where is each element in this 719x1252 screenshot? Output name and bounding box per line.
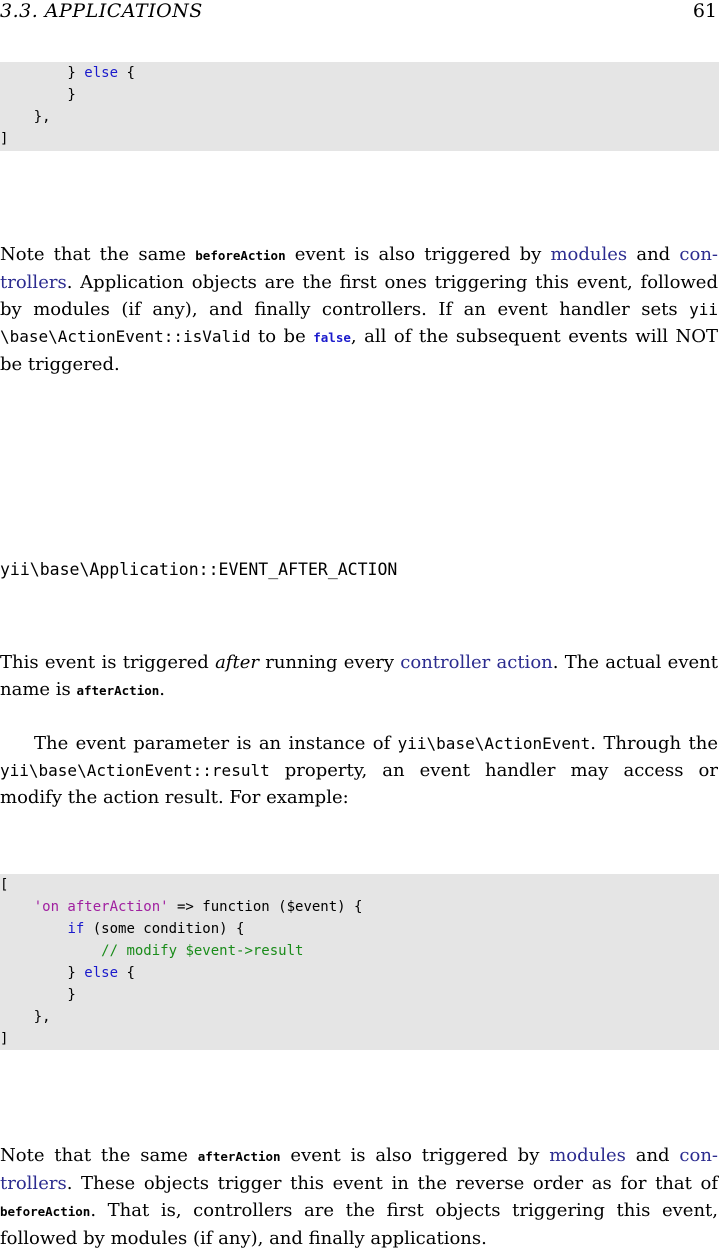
paragraph-before-action-note: Note that the same beforeAction event is also triggered by modules and con- trollers. Application objects are the first ones triggering this event, followed by modules (if any), and finally controllers. If an event handler sets yii \base\ActionEvent::isValid to be false, all of the subsequent events will NOT be triggered. bbox=[0, 244, 718, 375]
controllers-link[interactable]: con- trollers bbox=[0, 244, 718, 293]
page-number: 61 bbox=[692, 0, 717, 22]
controller-action-link[interactable]: controller action bbox=[400, 652, 553, 673]
modules-link[interactable]: modules bbox=[550, 244, 628, 265]
event-heading: yii\base\Application::EVENT_AFTER_ACTION bbox=[0, 560, 398, 579]
paragraph-after-action-intro: This event is triggered after running every controller action. The actual event name is afterAction. bbox=[0, 652, 718, 700]
modules-link[interactable]: modules bbox=[549, 1145, 626, 1166]
code-line: ] bbox=[0, 1031, 9, 1047]
paragraph-event-parameter: The event parameter is an instance of yii\base\ActionEvent. Through the yii\base\ActionEvent::result property, an event handler may access or modify the action result. For example: bbox=[0, 733, 718, 808]
code-line: // modify $event->result bbox=[101, 943, 304, 959]
code-line: if (some condition) { bbox=[67, 921, 245, 937]
code-block-2 bbox=[0, 874, 719, 1050]
paragraph-after-action-note: Note that the same afterAction event is also triggered by modules and con- trollers. These objects trigger this event in the reverse order as for that of beforeAction. That is, controllers are the first objects triggering this event, followed by modules (if any), and finally applications. bbox=[0, 1145, 719, 1249]
code-line: }, bbox=[0, 109, 51, 125]
code-line: ] bbox=[0, 131, 9, 147]
code-line: } bbox=[0, 987, 76, 1003]
code-line: }, bbox=[0, 1009, 51, 1025]
code-line: } else { bbox=[0, 965, 135, 981]
code-line: } bbox=[0, 87, 76, 103]
controllers-link[interactable]: con- trollers bbox=[0, 1145, 719, 1194]
code-line: } else { bbox=[0, 65, 135, 81]
code-line: 'on afterAction' => function ($event) { bbox=[33, 899, 363, 915]
running-header-section: 3.3. APPLICATIONS bbox=[0, 0, 203, 22]
code-line: [ bbox=[0, 877, 9, 893]
code-block-1 bbox=[0, 62, 719, 151]
